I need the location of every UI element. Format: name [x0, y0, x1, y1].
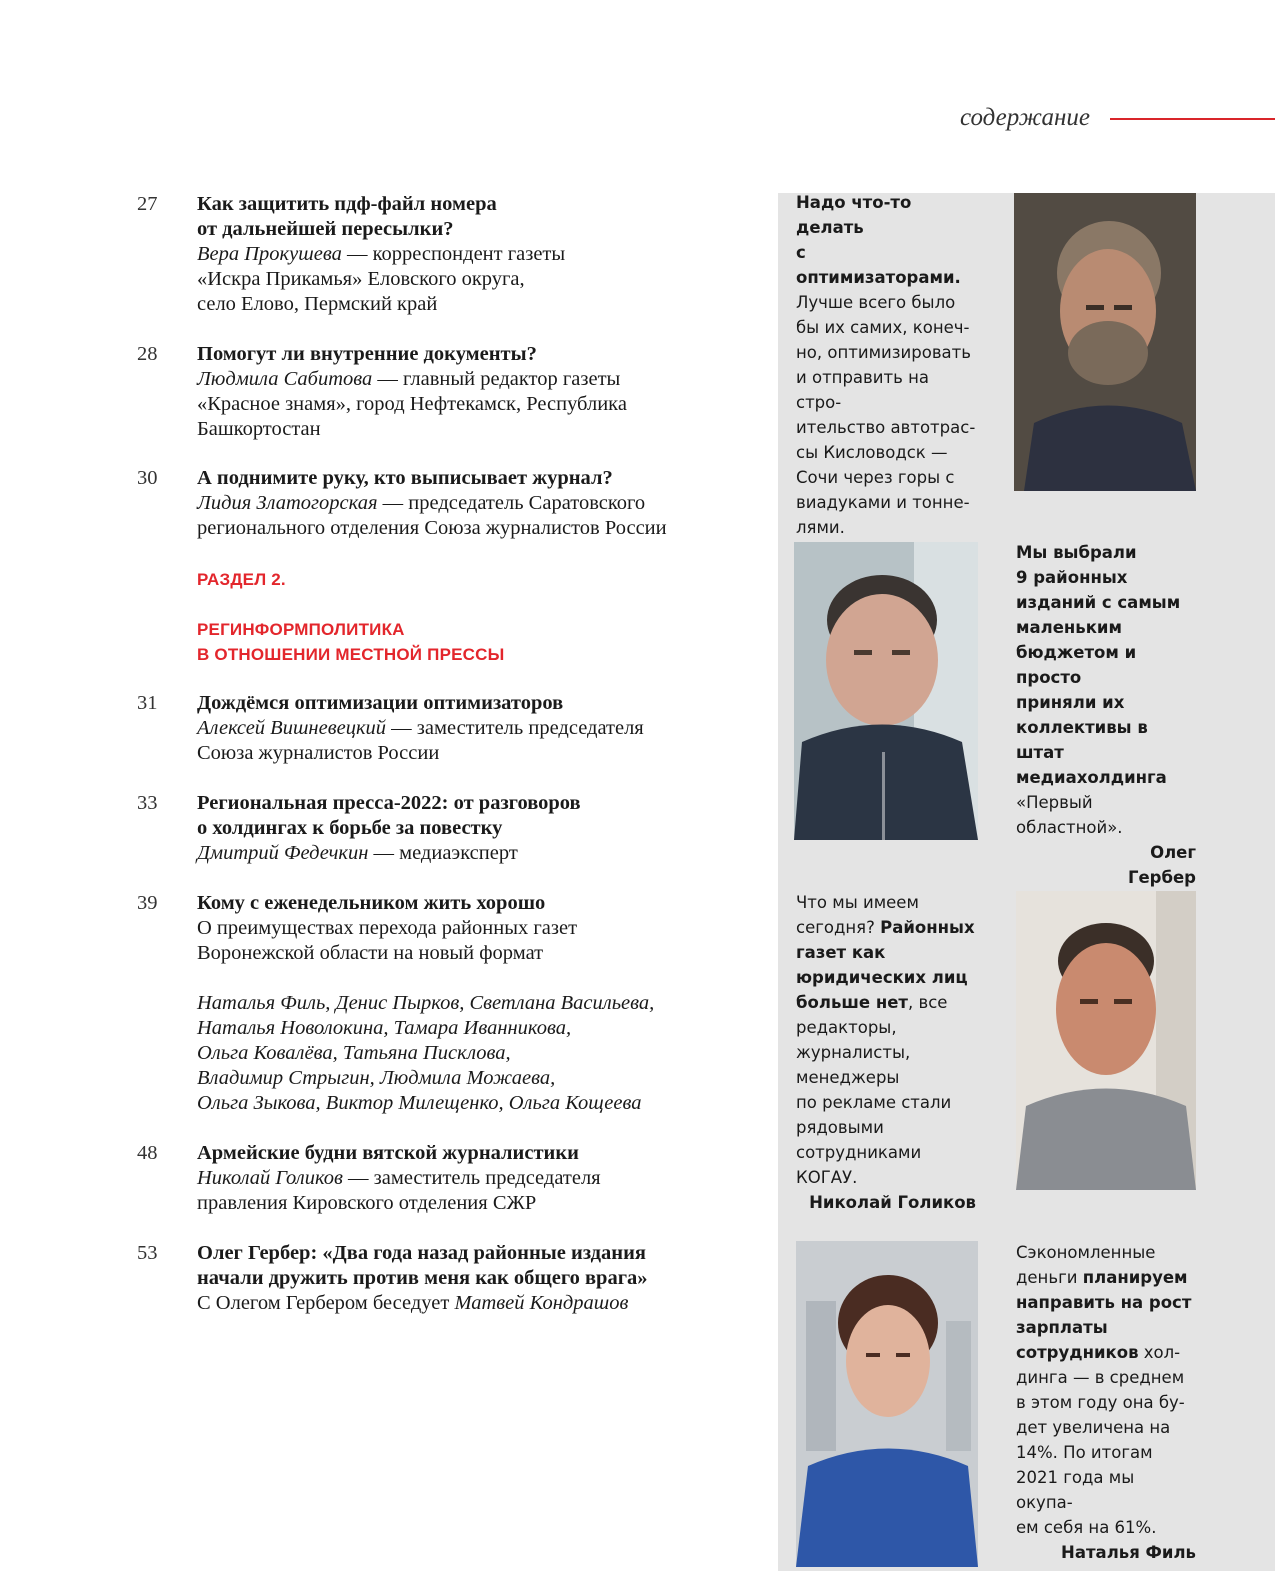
- entry-interviewer: Матвей Кондрашов: [454, 1292, 629, 1314]
- quote-line: лями.: [796, 518, 845, 537]
- entry-author: Лидия Златогорская: [197, 492, 378, 514]
- entry-author: Вера Прокушева: [197, 243, 342, 265]
- portrait-photo: [1016, 891, 1196, 1190]
- quote-line: Лучше всего было: [796, 293, 956, 312]
- quote-line: ительство автотрас-: [796, 418, 976, 437]
- quote-bold: сотрудников: [1016, 1343, 1139, 1362]
- section-title-line: РЕГИНФОРМПОЛИТИКА: [197, 620, 405, 639]
- quote-bold: юридических лиц: [796, 968, 968, 987]
- header-rule: [1110, 118, 1275, 120]
- page-number: 33: [137, 792, 158, 814]
- entry-role: «Красное знамя», город Нефтекамск, Республика: [197, 393, 627, 415]
- quote-line: динга — в среднем: [1016, 1368, 1185, 1387]
- pull-quote: [796, 190, 976, 590]
- quote-bold: бюджетом и просто: [1016, 643, 1137, 687]
- entry-role: Башкортостан: [197, 418, 321, 440]
- section-number: РАЗДЕЛ 2.: [197, 570, 286, 589]
- portrait-photo: [1014, 193, 1196, 491]
- page-number: 39: [137, 892, 158, 914]
- pull-quote: [1016, 1240, 1196, 1565]
- quote-line: виадуками и тонне-: [796, 493, 970, 512]
- entry-title: Олег Гербер: «Два года назад районные издания: [197, 1242, 647, 1264]
- entry-title: от дальнейшей пересылки?: [197, 218, 454, 240]
- quote-line: но, оптимизировать: [796, 343, 971, 362]
- entry-role: — медиаэксперт: [368, 842, 518, 864]
- quote-line: 14%. По итогам: [1016, 1443, 1153, 1462]
- entry-authors: Ольга Зыкова, Виктор Милещенко, Ольга Кощеева: [197, 1092, 642, 1114]
- entry-authors: Наталья Филь, Денис Пырков, Светлана Васильева,: [197, 992, 655, 1014]
- entry-title: Дождёмся оптимизации оптимизаторов: [197, 692, 564, 714]
- quote-line: бы их самих, конеч-: [796, 318, 970, 337]
- entry-authors: Наталья Новолокина, Тамара Иванникова,: [197, 1017, 572, 1039]
- quote-bold: маленьким: [1016, 618, 1122, 637]
- quote-bold: приняли их: [1016, 693, 1125, 712]
- entry-description: Воронежской области на новый формат: [197, 942, 544, 964]
- entry-author: Дмитрий Федечкин: [197, 842, 369, 864]
- quote-line: рядовыми: [796, 1118, 884, 1137]
- quote-line: и отправить на стро-: [796, 368, 929, 412]
- quote-line: сегодня?: [796, 918, 881, 937]
- entry-authors: Владимир Стрыгин, Людмила Можаева,: [197, 1067, 556, 1089]
- entry-title: А поднимите руку, кто выписывает журнал?: [197, 467, 613, 489]
- quote-line: «Первый: [1016, 793, 1093, 812]
- quote-line: , все: [908, 993, 948, 1012]
- quote-bold: изданий с самым: [1016, 593, 1181, 612]
- entry-authors: Ольга Ковалёва, Татьяна Писклова,: [197, 1042, 511, 1064]
- quote-bold: больше нет: [796, 993, 908, 1012]
- quote-bold: направить на рост: [1016, 1293, 1192, 1312]
- quote-line: редакторы,: [796, 1018, 897, 1037]
- entry-author: Людмила Сабитова: [197, 368, 373, 390]
- quote-author: Олег: [1150, 843, 1196, 862]
- entry-role: — заместитель председателя: [386, 717, 644, 739]
- quote-bold: планируем: [1082, 1268, 1188, 1287]
- quote-line: областной».: [1016, 818, 1123, 837]
- section-title-line: В ОТНОШЕНИИ МЕСТНОЙ ПРЕССЫ: [197, 645, 505, 664]
- quote-bold: Мы выбрали: [1016, 543, 1137, 562]
- quote-bold: с оптимизаторами.: [796, 243, 961, 287]
- entry-title: Армейские будни вятской журналистики: [197, 1142, 579, 1164]
- section-header-word: содержание: [960, 104, 1090, 131]
- quote-line: дет увеличена на: [1016, 1418, 1171, 1437]
- entry-interview-prefix: С Олегом Гербером беседует: [197, 1292, 455, 1314]
- entry-role: — корреспондент газеты: [341, 243, 566, 265]
- quote-bold: Районных: [880, 918, 975, 937]
- quote-line: Что мы имеем: [796, 893, 919, 912]
- quote-line: Сэкономленные: [1016, 1243, 1156, 1262]
- page-number: 27: [137, 193, 158, 215]
- entry-role: правления Кировского отделения СЖР: [197, 1192, 537, 1214]
- portrait-photo: [794, 542, 978, 840]
- pull-quote: [1016, 540, 1196, 890]
- page-number: 30: [137, 467, 158, 489]
- entry-role: — председатель Саратовского: [377, 492, 646, 514]
- section-title: [197, 617, 504, 667]
- quote-line: КОГАУ.: [796, 1168, 858, 1187]
- entry-role: регионального отделения Союза журналистов России: [197, 517, 667, 539]
- quote-author: Николай Голиков: [809, 1193, 976, 1212]
- quote-line: 2021 года мы окупа-: [1016, 1468, 1135, 1512]
- entry-description: О преимуществах перехода районных газет: [197, 917, 578, 939]
- quote-bold: 9 районных: [1016, 568, 1128, 587]
- quote-line: ем себя на 61%.: [1016, 1518, 1157, 1537]
- entry-role: село Елово, Пермский край: [197, 293, 438, 315]
- entry-role: — главный редактор газеты: [372, 368, 621, 390]
- quote-author: Гербер: [1127, 868, 1196, 887]
- quote-line: хол-: [1138, 1343, 1181, 1362]
- page-number: 31: [137, 692, 158, 714]
- page-number: 48: [137, 1142, 158, 1164]
- quote-line: по рекламе стали: [796, 1093, 952, 1112]
- quote-bold: коллективы в штат: [1016, 718, 1148, 762]
- quote-line: журналисты,: [796, 1043, 911, 1062]
- entry-author: Алексей Вишневецкий: [197, 717, 387, 739]
- section-label: [197, 567, 286, 592]
- entry-title: Кому с еженедельником жить хорошо: [197, 892, 546, 914]
- quote-line: сотрудниками: [796, 1143, 922, 1162]
- entry-title: Как защитить пдф-файл номера: [197, 193, 497, 215]
- entry-role: «Искра Прикамья» Еловского округа,: [197, 268, 525, 290]
- entry-role: — заместитель председателя: [342, 1167, 601, 1189]
- quote-bold: зарплаты: [1016, 1318, 1108, 1337]
- quote-line: Сочи через горы с: [796, 468, 955, 487]
- quote-line: в этом году она бу-: [1016, 1393, 1185, 1412]
- quote-bold: Надо что-то делать: [796, 193, 912, 237]
- quote-line: сы Кисловодск —: [796, 443, 948, 462]
- quote-author: Наталья Филь: [1061, 1543, 1196, 1562]
- entry-title: начали дружить против меня как общего врага»: [197, 1267, 648, 1289]
- portrait-photo: [796, 1241, 978, 1567]
- entry-author: Николай Голиков: [197, 1167, 343, 1189]
- pull-quote: [796, 890, 976, 1215]
- entry-role: Союза журналистов России: [197, 742, 440, 764]
- quote-line: деньги: [1016, 1268, 1083, 1287]
- quote-line: менеджеры: [796, 1068, 900, 1087]
- entry-title: о холдингах к борьбе за повестку: [197, 817, 503, 839]
- page-number: 28: [137, 343, 158, 365]
- entry-title: Помогут ли внутренние документы?: [197, 343, 537, 365]
- quote-bold: медиахолдинга: [1016, 768, 1167, 787]
- quote-bold: газет как: [796, 943, 886, 962]
- entry-title: Региональная пресса-2022: от разговоров: [197, 792, 581, 814]
- page-number: 53: [137, 1242, 158, 1264]
